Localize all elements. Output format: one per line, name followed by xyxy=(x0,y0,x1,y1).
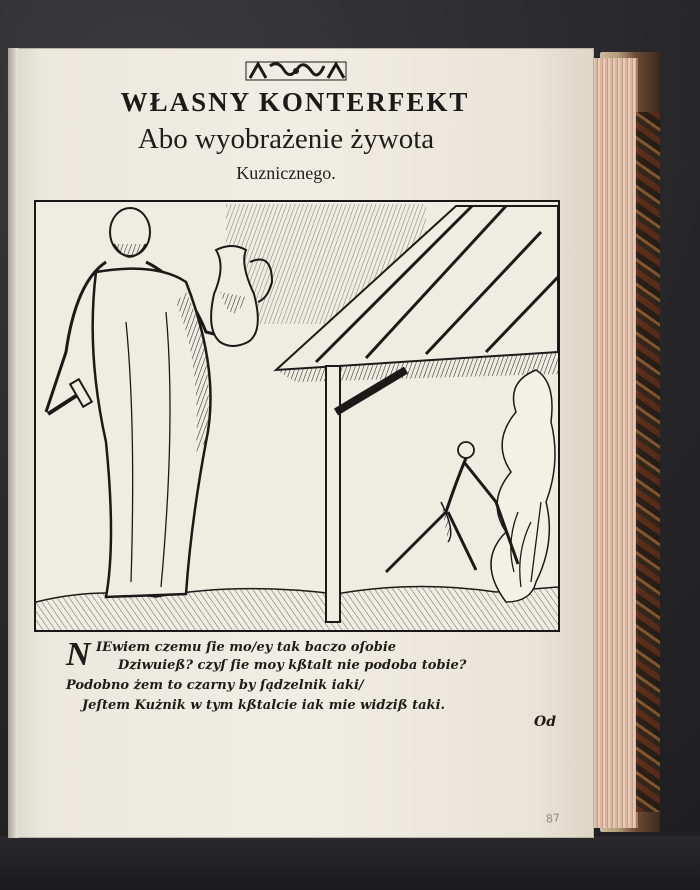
verse-line-2: Dziwuieß? czyſ ſie moy kßtalt nie podoba tobie? xyxy=(118,658,467,673)
title-line-1: WŁASNY KONTERFEKT xyxy=(120,87,470,117)
catchword: Od xyxy=(534,714,556,730)
drop-cap: N xyxy=(66,636,91,673)
page-edges xyxy=(590,58,638,828)
pencil-page-number: 87 xyxy=(545,811,561,826)
verse-line-1: IEwiem czemu ſie mo/ey tak baczo oſobie xyxy=(96,640,397,655)
verse-line-3: Podobno żem to czarny by ſądzelnik iaki/ xyxy=(66,678,364,693)
book-cover-bottom xyxy=(0,836,700,890)
title-line-2: Abo wyobrażenie żywota xyxy=(137,123,435,155)
title-line-3: Kuznicznego. xyxy=(236,163,336,183)
printers-ornament xyxy=(244,58,348,84)
marbled-endpaper xyxy=(636,112,660,812)
verse-line-4: Jeſtem Kużnik w tym kßtalcie iak mie widziß taki. xyxy=(82,698,446,713)
woodcut-illustration xyxy=(34,200,560,632)
